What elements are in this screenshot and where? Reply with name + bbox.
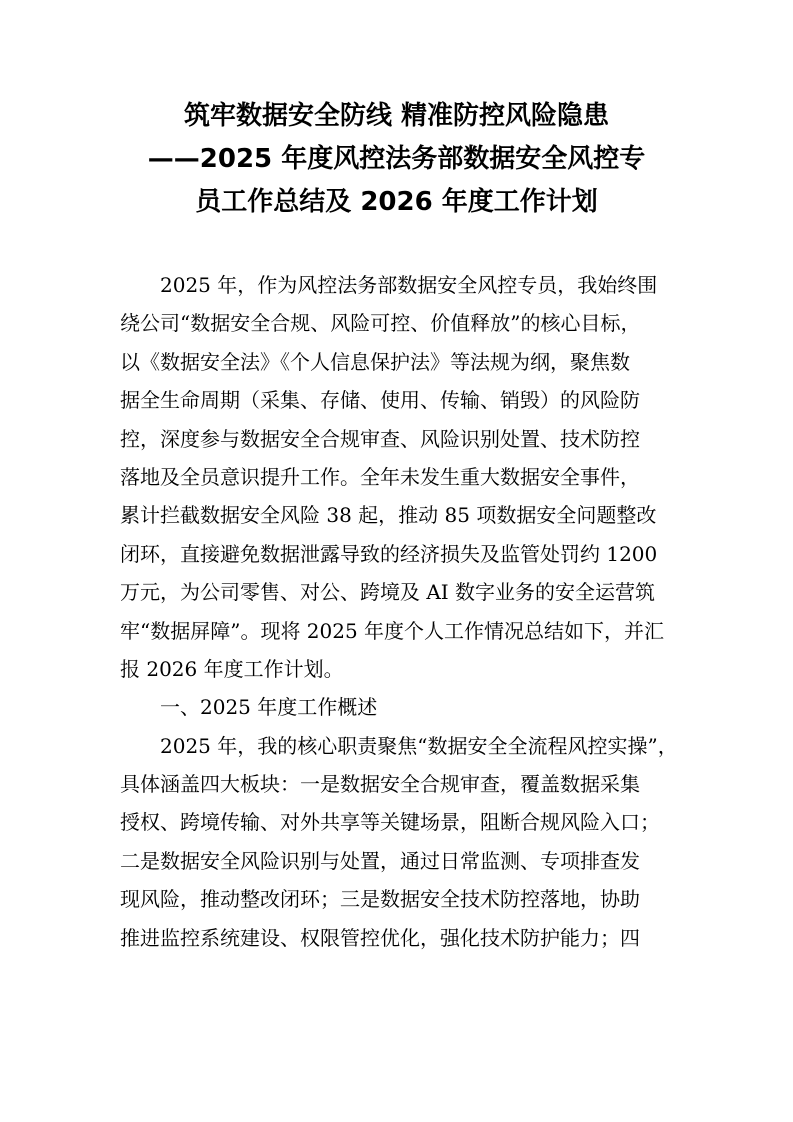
text-line: 万元，为公司零售、对公、跨境及 AI 数字业务的安全运营筑 [120, 580, 656, 605]
text-line: 以《数据安全法》《个人信息保护法》等法规为纲，聚焦数 [120, 349, 630, 374]
text-line: 2025 年，作为风控法务部数据安全风控专员，我始终围 [160, 273, 658, 297]
document-title [100, 95, 693, 224]
text-line: 累计拦截数据安全风险 38 起，推动 85 项数据安全问题整改 [120, 503, 657, 528]
section-heading: 一、2025 年度工作概述 [160, 695, 378, 720]
text-line: 落地及全员意识提升工作。全年未发生重大数据安全事件， [120, 464, 640, 489]
text-line: 2025 年，我的核心职责聚焦“数据安全全流程风控实操”， [160, 733, 678, 758]
text-line: 闭环，直接避免数据泄露导致的经济损失及监管处罚约 1200 [120, 541, 658, 566]
paragraph-overview [120, 727, 680, 957]
text-line: 绕公司“数据安全合规、风险可控、价值释放”的核心目标， [120, 311, 641, 336]
text-line: 现风险，推动整改闭环；三是数据安全技术防控落地，协助 [120, 887, 640, 912]
text-line: 控，深度参与数据安全合规审查、风险识别处置、技术防控 [120, 426, 640, 451]
text-line: 授权、跨境传输、对外共享等关键场景，阻断合规风险入口； [120, 810, 660, 835]
title-line: 员工作总结及 2026 年度工作计划 [195, 187, 598, 217]
text-line: 二是数据安全风险识别与处置，通过日常监测、专项排查发 [120, 848, 640, 873]
text-line: 牢“数据屏障”。现将 2025 年度个人工作情况总结如下，并汇 [120, 618, 665, 643]
paragraph-intro [120, 266, 680, 688]
title-line: 筑牢数据安全防线 精准防控风险隐患 [183, 101, 610, 131]
text-line: 据全生命周期（采集、存储、使用、传输、销毁）的风险防 [120, 388, 640, 413]
text-line: 报 2026 年度工作计划。 [120, 656, 344, 681]
document-body [120, 266, 680, 957]
text-line: 推进监控系统建设、权限管控优化，强化技术防护能力；四 [120, 925, 640, 950]
text-line: 具体涵盖四大板块：一是数据安全合规审查，覆盖数据采集 [120, 772, 640, 797]
title-line: ——2025 年度风控法务部数据安全风控专 [147, 144, 646, 174]
